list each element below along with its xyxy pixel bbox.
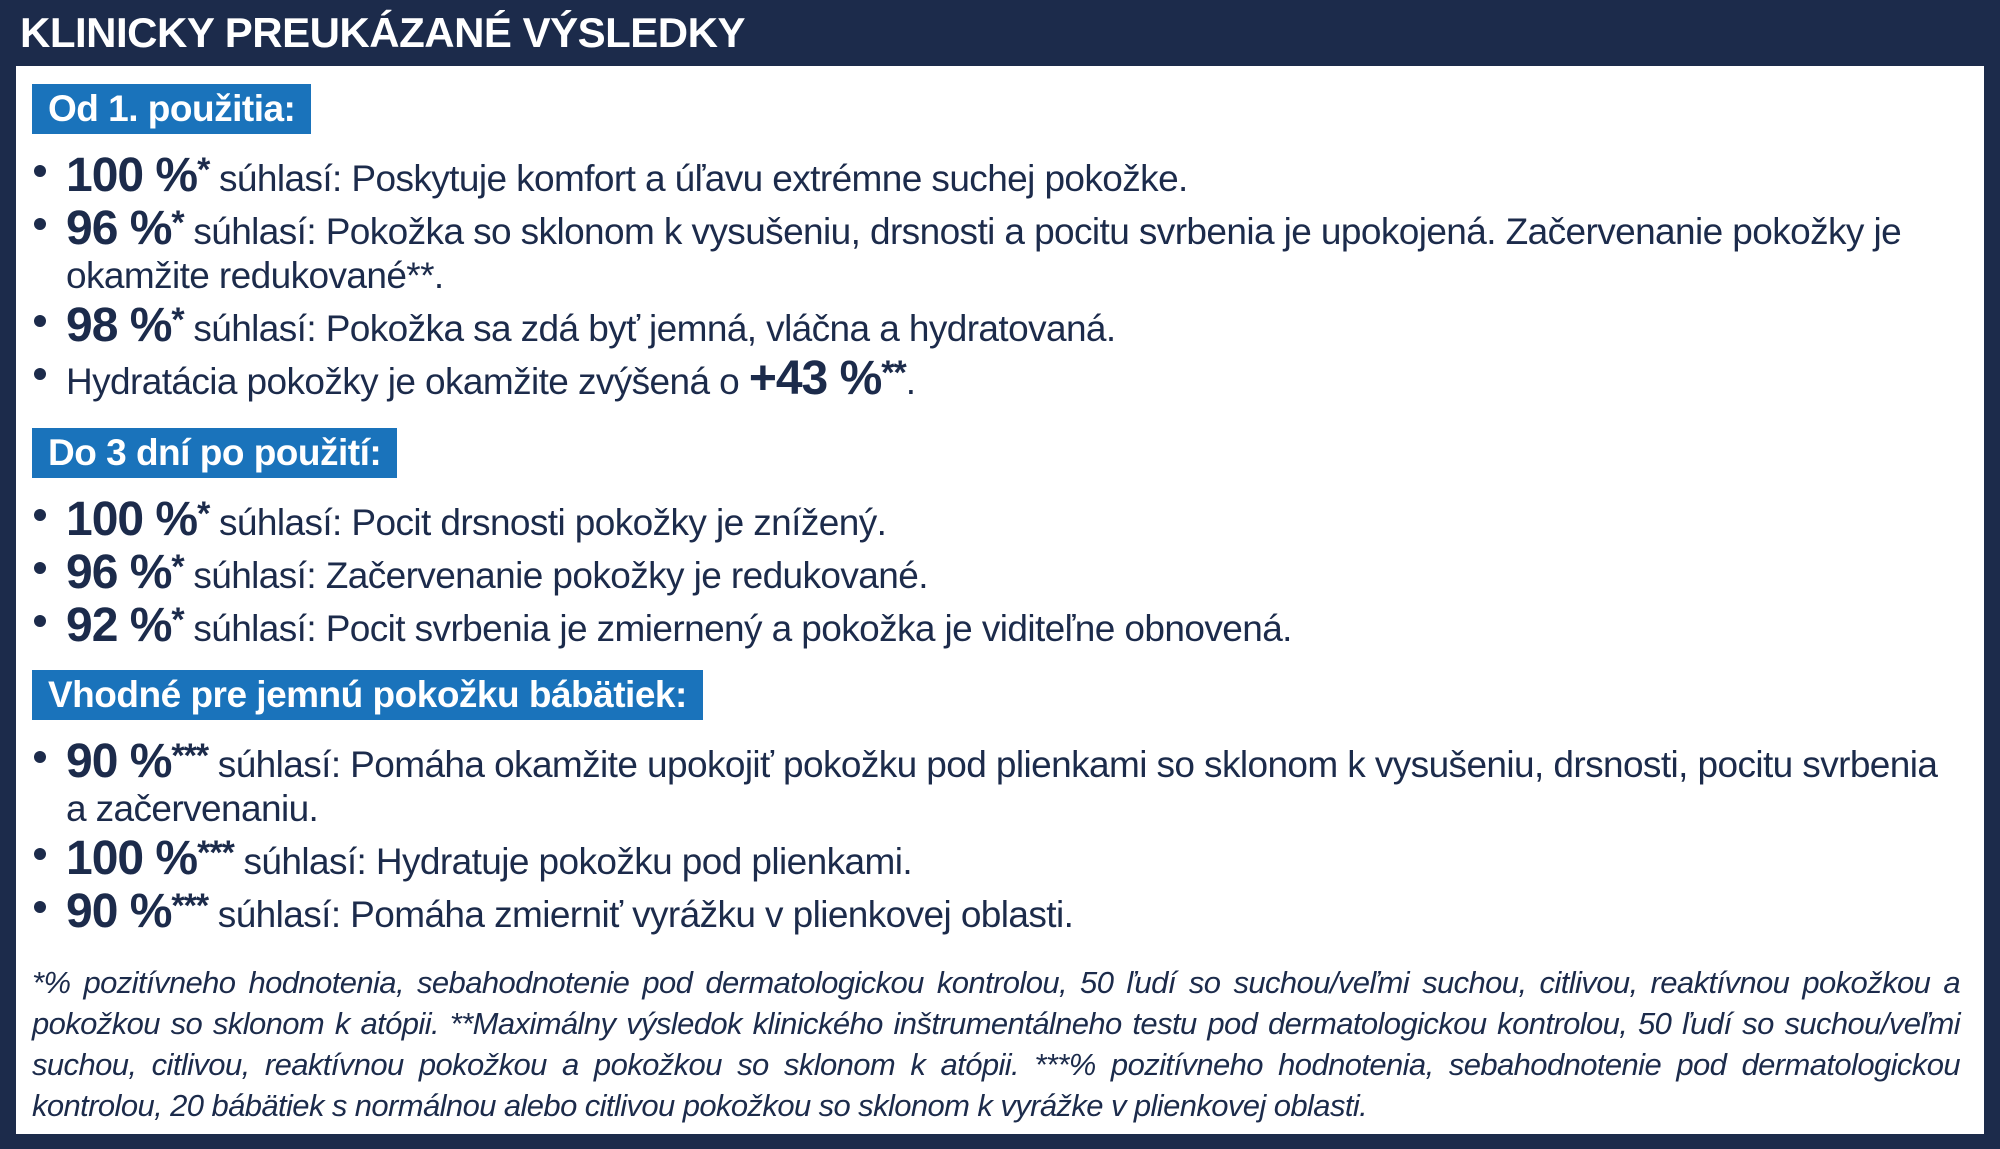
percent-value: 90 %***: [66, 885, 209, 938]
section-label: Do 3 dní po použití:: [32, 428, 397, 478]
list-item: [32, 734, 1960, 831]
percent-value: +43 %**: [748, 352, 906, 405]
item-text: súhlasí: Pomáha okamžite upokojiť pokožku pod plienkami so sklonom k vysušeniu, drsnosti, pocitu svrbenia a začervenaniu.: [66, 744, 1938, 829]
list-item: [32, 298, 1960, 351]
percent-value: 92 %*: [66, 599, 184, 652]
list-item: [32, 545, 1960, 598]
bullet-icon: [34, 615, 46, 627]
bullet-icon: [34, 848, 46, 860]
bullet-icon: [34, 218, 46, 230]
item-text: súhlasí: Pocit svrbenia je zmiernený a pokožka je viditeľne obnovená.: [183, 608, 1292, 649]
percent-value: 90 %***: [66, 735, 209, 788]
list-item: [32, 148, 1960, 201]
bullet-icon: [34, 509, 46, 521]
list-item: [32, 598, 1960, 651]
bullet-icon: [34, 315, 46, 327]
results-list: [32, 492, 1960, 651]
list-item: [32, 351, 1960, 404]
results-list: [32, 148, 1960, 404]
bullet-icon: [34, 901, 46, 913]
list-item: [32, 201, 1960, 298]
results-list: [32, 734, 1960, 937]
percent-value: 96 %*: [66, 202, 184, 255]
item-text: súhlasí: Začervenanie pokožky je redukované.: [183, 555, 928, 596]
bullet-icon: [34, 751, 46, 763]
bullet-icon: [34, 562, 46, 574]
section-label: Vhodné pre jemnú pokožku bábätiek:: [32, 670, 703, 720]
item-text: .: [905, 361, 916, 402]
percent-value: 100 %*: [66, 493, 210, 546]
item-text: súhlasí: Pomáha zmierniť vyrážku v plienkovej oblasti.: [208, 894, 1074, 935]
item-prefix: Hydratácia pokožky je okamžite zvýšená o: [66, 361, 749, 402]
page-title: KLINICKY PREUKÁZANÉ VÝSLEDKY: [20, 9, 745, 56]
bullet-icon: [34, 368, 46, 380]
item-text: súhlasí: Hydratuje pokožku pod plienkami.: [233, 841, 912, 882]
section-label: Od 1. použitia:: [32, 84, 311, 134]
list-item: [32, 492, 1960, 545]
item-text: súhlasí: Pokožka sa zdá byť jemná, vláčna a hydratovaná.: [183, 308, 1116, 349]
item-text: súhlasí: Poskytuje komfort a úľavu extrémne suchej pokožke.: [209, 158, 1188, 199]
percent-value: 100 %***: [66, 832, 234, 885]
percent-value: 96 %*: [66, 546, 184, 599]
bullet-icon: [34, 165, 46, 177]
percent-value: 98 %*: [66, 299, 184, 352]
list-item: [32, 831, 1960, 884]
item-text: súhlasí: Pocit drsnosti pokožky je znížený.: [209, 502, 887, 543]
results-panel: [16, 66, 1984, 1134]
item-text: súhlasí: Pokožka so sklonom k vysušeniu, drsnosti a pocitu svrbenia je upokojená. Začervenanie pokožky je okamžite redukované**.: [66, 211, 1902, 296]
percent-value: 100 %*: [66, 149, 210, 202]
footnote: *% pozitívneho hodnotenia, sebahodnotenie pod dermatologickou kontrolou, 50 ľudí so suchou/veľmi suchou, citlivou, reaktívnou pokožkou a pokožkou so sklonom k atópii. **Maximálny výsledok klinického inštrumentálneho testu pod dermatologickou kontrolou, 50 ľudí so suchou/veľmi suchou, citlivou, reaktívnou pokožkou a pokožkou so sklonom k atópii. ***% pozitívneho hodnotenia, sebahodnotenie pod dermatologickou kontrolou, 20 bábätiek s normálnou alebo citlivou pokožkou so sklonom k vyrážke v plienkovej oblasti.: [32, 965, 1960, 1123]
list-item: [32, 884, 1960, 937]
